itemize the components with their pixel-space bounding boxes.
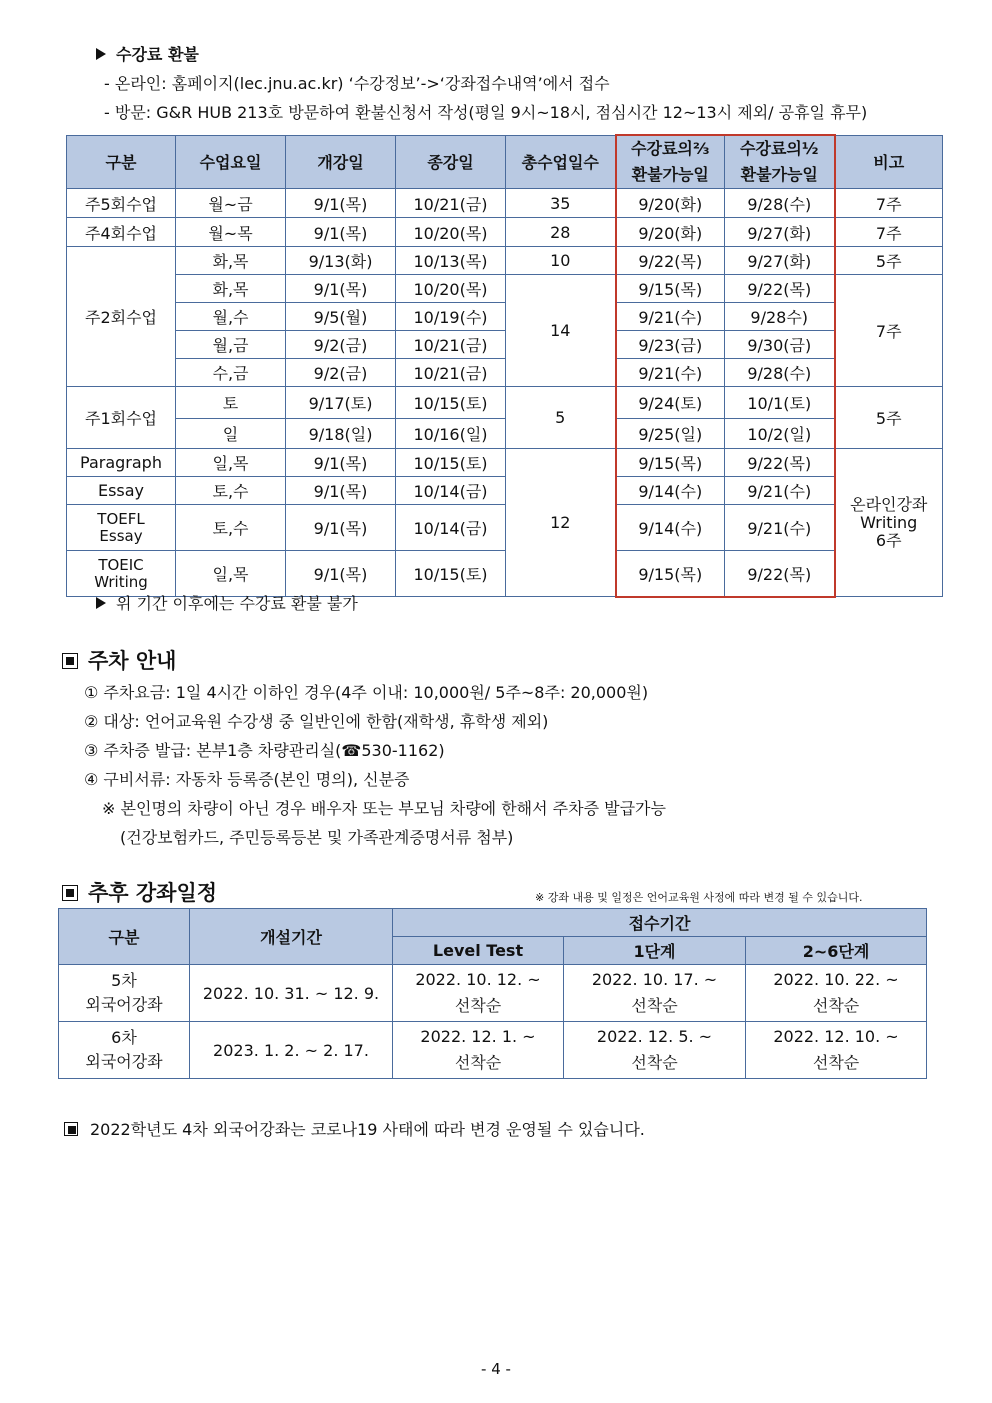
cell-category-line2: 외국어강좌 [85,995,163,1014]
cell-end: 10/14(금) [396,477,506,505]
cell-refund-half: 9/22(목) [725,449,835,477]
cell-start: 9/1(목) [286,218,396,247]
cell-days: 일,목 [176,551,286,597]
cell-period: 2022. 10. 31. ~ 12. 9. [190,965,393,1022]
cell-line1: 2022. 12. 10. ~ [773,1027,899,1046]
header-two-thirds-line2: 환불가능일 [631,165,709,184]
cell-refund-two-thirds: 9/14(수) [616,477,725,505]
cell-category-line1: TOEIC [98,555,144,574]
header-half [725,135,835,189]
cell-total: 28 [506,218,616,247]
page-number: - 4 - [481,1360,511,1378]
cell-refund-half: 9/27(화) [725,247,835,275]
cell-days: 월,수 [176,303,286,331]
cell-end: 10/21(금) [396,359,506,387]
cell-category-line2: Essay [99,526,143,545]
cell-start: 9/13(화) [286,247,396,275]
cell-days: 화,목 [176,247,286,275]
cell-start: 9/17(토) [286,387,396,419]
cell-line1: 2022. 12. 1. ~ [420,1027,536,1046]
cell-refund-half: 9/30(금) [725,331,835,359]
cell-refund-half: 9/28(수) [725,189,835,218]
cell-refund-two-thirds: 9/21(수) [616,359,725,387]
online-note-line3: 6주 [875,530,902,550]
table-row [67,303,943,331]
cell-category [59,1022,190,1079]
schedule-disclaimer: ※ 강좌 내용 및 일정은 언어교육원 사정에 따라 변경 될 수 있습니다. [535,891,863,904]
cell-category-line1: TOEFL [97,509,145,528]
cell-start: 9/5(월) [286,303,396,331]
cell-end: 10/16(일) [396,419,506,449]
cell-total: 35 [506,189,616,218]
cell-refund-half: 9/27(화) [725,218,835,247]
refund-title [96,41,199,69]
cell-note-online [835,449,943,597]
cell-category-line1: 5차 [111,971,137,990]
cell-refund-half: 10/1(토) [725,387,835,419]
cell-line2: 선착순 [812,996,860,1015]
cell-category-group2: 주2회수업 [67,247,176,387]
cell-category [67,505,176,551]
triangle-bullet-icon [96,48,106,60]
cell-end: 10/20(목) [396,218,506,247]
header-step1: 1단계 [564,937,746,965]
cell-end: 10/19(수) [396,303,506,331]
parking-title-text: 주차 안내 [88,649,177,673]
header-category: 구분 [59,909,190,965]
header-period: 개설기간 [190,909,393,965]
cell-refund-two-thirds: 9/20(화) [616,189,725,218]
cell-refund-two-thirds: 9/15(목) [616,449,725,477]
cell-days: 토 [176,387,286,419]
schedule-title [62,877,217,907]
schedule-header-row [59,909,927,937]
cell-total: 14 [506,275,616,387]
cell-line2: 선착순 [812,1053,860,1072]
refund-after-note [96,590,358,618]
cell-step1 [564,965,746,1022]
parking-item: ① 주차요금: 1일 4시간 이하인 경우(4주 이내: 10,000원/ 5주~8주: 20,000원) [84,683,649,702]
table-row [59,965,927,1022]
cell-refund-two-thirds: 9/24(토) [616,387,725,419]
cell-line2: 선착순 [631,996,678,1015]
cell-line1: 2022. 10. 17. ~ [591,970,718,989]
cell-refund-two-thirds: 9/22(목) [616,247,725,275]
cell-category-line1: 6차 [111,1028,137,1047]
square-bullet-icon [64,1122,78,1136]
online-note-line2: Writing [860,512,918,532]
refund-table [66,134,943,598]
cell-start: 9/1(목) [286,449,396,477]
triangle-bullet-icon [96,597,106,609]
cell-refund-two-thirds: 9/15(목) [616,275,725,303]
cell-period: 2023. 1. 2. ~ 2. 17. [190,1022,393,1079]
refund-visit-text: - 방문: G&R HUB 213호 방문하여 환불신청서 작성(평일 9시~18시, 점심시간 12~13시 제외/ 공휴일 휴무) [104,103,868,122]
cell-line1: 2022. 12. 5. ~ [596,1027,713,1046]
cell-refund-two-thirds: 9/21(수) [616,303,725,331]
refund-header-row [67,135,943,189]
cell-category-group1: 주1회수업 [67,387,176,449]
cell-total: 10 [506,247,616,275]
cell-days: 토,수 [176,505,286,551]
cell-level-test [393,965,564,1022]
cell-refund-two-thirds: 9/15(목) [616,551,725,597]
cell-category: 주5회수업 [67,189,176,218]
header-reception: 접수기간 [393,909,927,937]
cell-end: 10/14(금) [396,505,506,551]
cell-end: 10/15(토) [396,449,506,477]
table-row [67,449,943,477]
cell-days: 일 [176,419,286,449]
cell-category-line2: 외국어강좌 [85,1052,163,1071]
parking-item: ③ 주차증 발급: 본부1층 차량관리실(☎530-1162) [84,741,445,760]
table-row [67,189,943,218]
cell-days: 화,목 [176,275,286,303]
cell-total: 12 [506,449,616,597]
table-row [67,387,943,419]
table-row [67,247,943,275]
cell-line2: 선착순 [631,1053,678,1072]
header-level-test: Level Test [393,937,564,965]
parking-note: (건강보험카드, 주민등록등본 및 가족관계증명서류 첨부) [120,828,514,847]
cell-refund-half: 9/22(목) [725,551,835,597]
online-note-line1: 온라인강좌 [850,494,928,514]
cell-refund-two-thirds: 9/23(금) [616,331,725,359]
cell-note: 5주 [835,387,943,449]
cell-end: 10/15(토) [396,551,506,597]
cell-end: 10/13(목) [396,247,506,275]
cell-step1 [564,1022,746,1079]
table-row [67,477,943,505]
header-half-line1: 수강료의½ [740,139,819,158]
cell-start: 9/1(목) [286,505,396,551]
cell-step2-6 [746,965,927,1022]
cell-start: 9/1(목) [286,189,396,218]
cell-start: 9/2(금) [286,359,396,387]
footer-note-text: 2022학년도 4차 외국어강좌는 코로나19 사태에 따라 변경 운영될 수 있습니다. [90,1120,645,1139]
header-note: 비고 [835,135,943,189]
parking-item: ④ 구비서류: 자동차 등록증(본인 명의), 신분증 [84,770,410,789]
schedule-title-text: 추후 강좌일정 [88,881,218,905]
header-start: 개강일 [286,135,396,189]
parking-title [62,645,176,675]
cell-days: 수,금 [176,359,286,387]
cell-total: 5 [506,387,616,449]
cell-end: 10/15(토) [396,387,506,419]
header-category: 구분 [67,135,176,189]
cell-refund-two-thirds: 9/25(일) [616,419,725,449]
cell-end: 10/20(목) [396,275,506,303]
cell-refund-two-thirds: 9/14(수) [616,505,725,551]
table-row [67,359,943,387]
header-days: 수업요일 [176,135,286,189]
cell-line1: 2022. 10. 22. ~ [773,970,899,989]
cell-category [59,965,190,1022]
cell-note: 7주 [835,275,943,387]
parking-note: ※ 본인명의 차량이 아닌 경우 배우자 또는 부모님 차량에 한해서 주차증 발급가능 [102,799,666,818]
cell-refund-half: 10/2(일) [725,419,835,449]
table-row [67,275,943,303]
header-end: 종강일 [396,135,506,189]
cell-days: 토,수 [176,477,286,505]
cell-end: 10/21(금) [396,189,506,218]
cell-end: 10/21(금) [396,331,506,359]
cell-refund-half: 9/28(수) [725,359,835,387]
cell-days: 월~금 [176,189,286,218]
schedule-table [58,908,927,1079]
refund-title-text: 수강료 환불 [116,45,199,64]
header-two-thirds [616,135,725,189]
cell-line1: 2022. 10. 12. ~ [415,970,541,989]
cell-refund-half: 9/21(수) [725,505,835,551]
table-row [67,419,943,449]
square-bullet-icon [62,885,78,901]
cell-category: 주4회수업 [67,218,176,247]
cell-line2: 선착순 [454,1053,502,1072]
cell-step2-6 [746,1022,927,1079]
cell-note: 5주 [835,247,943,275]
table-row [67,505,943,551]
cell-start: 9/18(일) [286,419,396,449]
cell-level-test [393,1022,564,1079]
cell-start: 9/1(목) [286,275,396,303]
cell-start: 9/1(목) [286,477,396,505]
refund-online-text: - 온라인: 홈페이지(lec.jnu.ac.kr) ‘수강정보’->‘강좌접수내역’에서 접수 [104,74,610,93]
table-row [67,331,943,359]
cell-refund-two-thirds: 9/20(화) [616,218,725,247]
footer-note [64,1116,645,1144]
cell-note: 7주 [835,218,943,247]
cell-start: 9/1(목) [286,551,396,597]
cell-refund-half: 9/22(목) [725,275,835,303]
cell-refund-half: 9/28수) [725,303,835,331]
cell-category: Essay [67,477,176,505]
cell-days: 월~목 [176,218,286,247]
header-total: 총수업일수 [506,135,616,189]
cell-category: Paragraph [67,449,176,477]
cell-days: 일,목 [176,449,286,477]
header-two-thirds-line1: 수강료의⅔ [631,139,710,158]
refund-after-note-text: 위 기간 이후에는 수강료 환불 불가 [116,594,358,613]
cell-category-line2: Writing [94,572,148,591]
cell-line2: 선착순 [454,996,502,1015]
header-step2-6: 2~6단계 [746,937,927,965]
cell-start: 9/2(금) [286,331,396,359]
cell-days: 월,금 [176,331,286,359]
parking-item: ② 대상: 언어교육원 수강생 중 일반인에 한함(재학생, 휴학생 제외) [84,712,549,731]
table-row [59,1022,927,1079]
header-half-line2: 환불가능일 [740,165,818,184]
cell-note: 7주 [835,189,943,218]
table-row [67,218,943,247]
cell-refund-half: 9/21(수) [725,477,835,505]
square-bullet-icon [62,653,78,669]
